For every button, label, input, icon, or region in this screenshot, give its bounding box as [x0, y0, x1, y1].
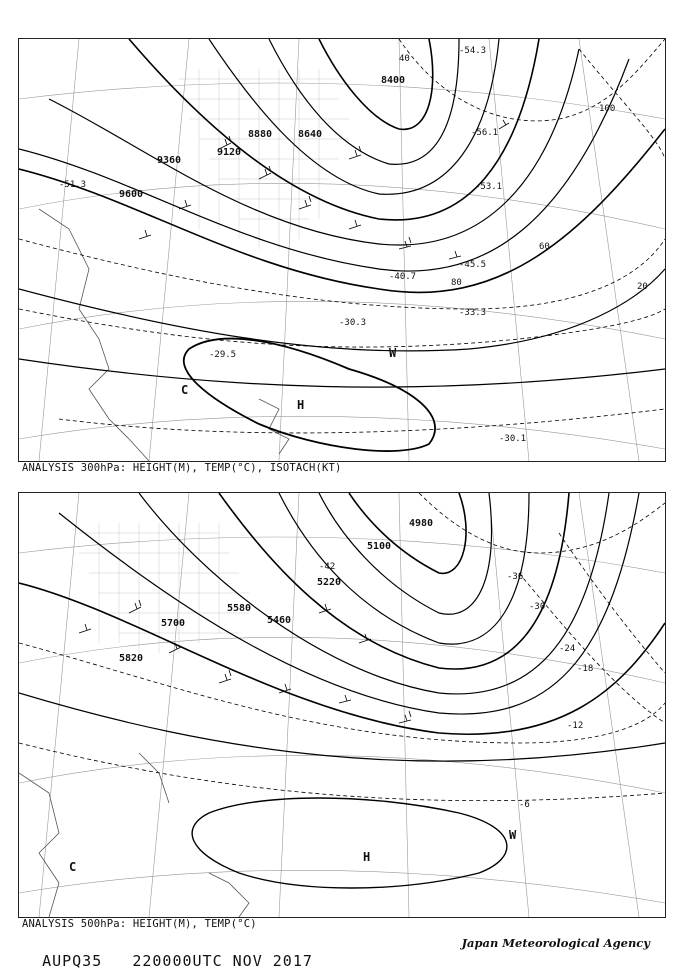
isotherm-label-minus24: -24	[559, 644, 576, 654]
temp-label: -56.1	[471, 128, 499, 138]
center-cold-marker: C	[181, 383, 189, 397]
isotherm-label-minus30: -30	[529, 602, 546, 612]
height-label-9600: 9600	[119, 189, 144, 200]
center-warm-marker: W	[389, 346, 397, 360]
height-label-8400: 8400	[381, 75, 406, 86]
map-panel-500hpa	[18, 492, 666, 918]
height-label-9360: 9360	[157, 155, 182, 166]
isotherm-label-minus12: -12	[567, 721, 584, 731]
map-panel-300hpa	[18, 38, 666, 462]
temp-label: -51.3	[59, 180, 87, 190]
temp-label: -40.7	[389, 272, 417, 282]
isotach-label-100: 100	[599, 104, 616, 114]
center-cold-marker: C	[69, 860, 77, 874]
temp-label: -45.5	[459, 260, 487, 270]
isotherm-label-minus36: -36	[507, 572, 524, 582]
center-warm-marker: W	[509, 828, 517, 842]
coastline	[39, 209, 289, 461]
height-label-4980: 4980	[409, 518, 434, 529]
chart-identifier	[22, 934, 313, 970]
temp-label: -54.3	[459, 46, 487, 56]
jet-hatch	[179, 69, 349, 249]
wind-barbs	[139, 120, 509, 259]
center-high-marker: H	[297, 398, 305, 412]
height-label-9120: 9120	[217, 147, 242, 158]
height-label-5460: 5460	[267, 615, 292, 626]
height-label-8640: 8640	[298, 129, 323, 140]
temp-label: -29.5	[209, 350, 237, 360]
temp-label: -30.1	[499, 434, 527, 444]
isotherm-label-minus18: -18	[577, 664, 594, 674]
footer-gap	[102, 952, 132, 970]
isotach-label-20: 20	[637, 282, 648, 292]
shading-hatch	[79, 523, 252, 653]
panel-caption-500hpa: ANALYSIS 500hPa: HEIGHT(M), TEMP(°C)	[22, 918, 257, 930]
high-contour-500	[192, 798, 507, 888]
panel-caption-300hpa: ANALYSIS 300hPa: HEIGHT(M), TEMP(°C), ISOTACH(KT)	[22, 462, 342, 474]
temp-label: -30.3	[339, 318, 367, 328]
valid-time: 220000UTC NOV 2017	[132, 952, 313, 970]
map-500hpa	[19, 493, 665, 917]
graticule	[19, 39, 665, 461]
isotherms	[19, 39, 665, 433]
isotach-label-80: 80	[451, 278, 462, 288]
height-label-5100: 5100	[367, 541, 392, 552]
isotach-label-40: 40	[399, 54, 410, 64]
chart-code: AUPQ35	[42, 952, 103, 970]
coastline	[19, 753, 249, 917]
center-high-marker: H	[363, 850, 371, 864]
height-label-5580: 5580	[227, 603, 252, 614]
height-label-5220: 5220	[317, 577, 342, 588]
map-300hpa	[19, 39, 665, 461]
isotherm-label-minus42: -42	[319, 562, 336, 572]
height-contours	[19, 39, 665, 387]
isotherm-label-minus6: -6	[519, 800, 530, 810]
height-label-8880: 8880	[248, 129, 273, 140]
isotach-label-60: 60	[539, 242, 550, 252]
temp-label: -33.3	[459, 308, 487, 318]
height-label-5700: 5700	[161, 618, 186, 629]
agency-name: Japan Meteorological Agency	[461, 936, 650, 950]
height-label-5820: 5820	[119, 653, 144, 664]
temp-label: -53.1	[475, 182, 503, 192]
